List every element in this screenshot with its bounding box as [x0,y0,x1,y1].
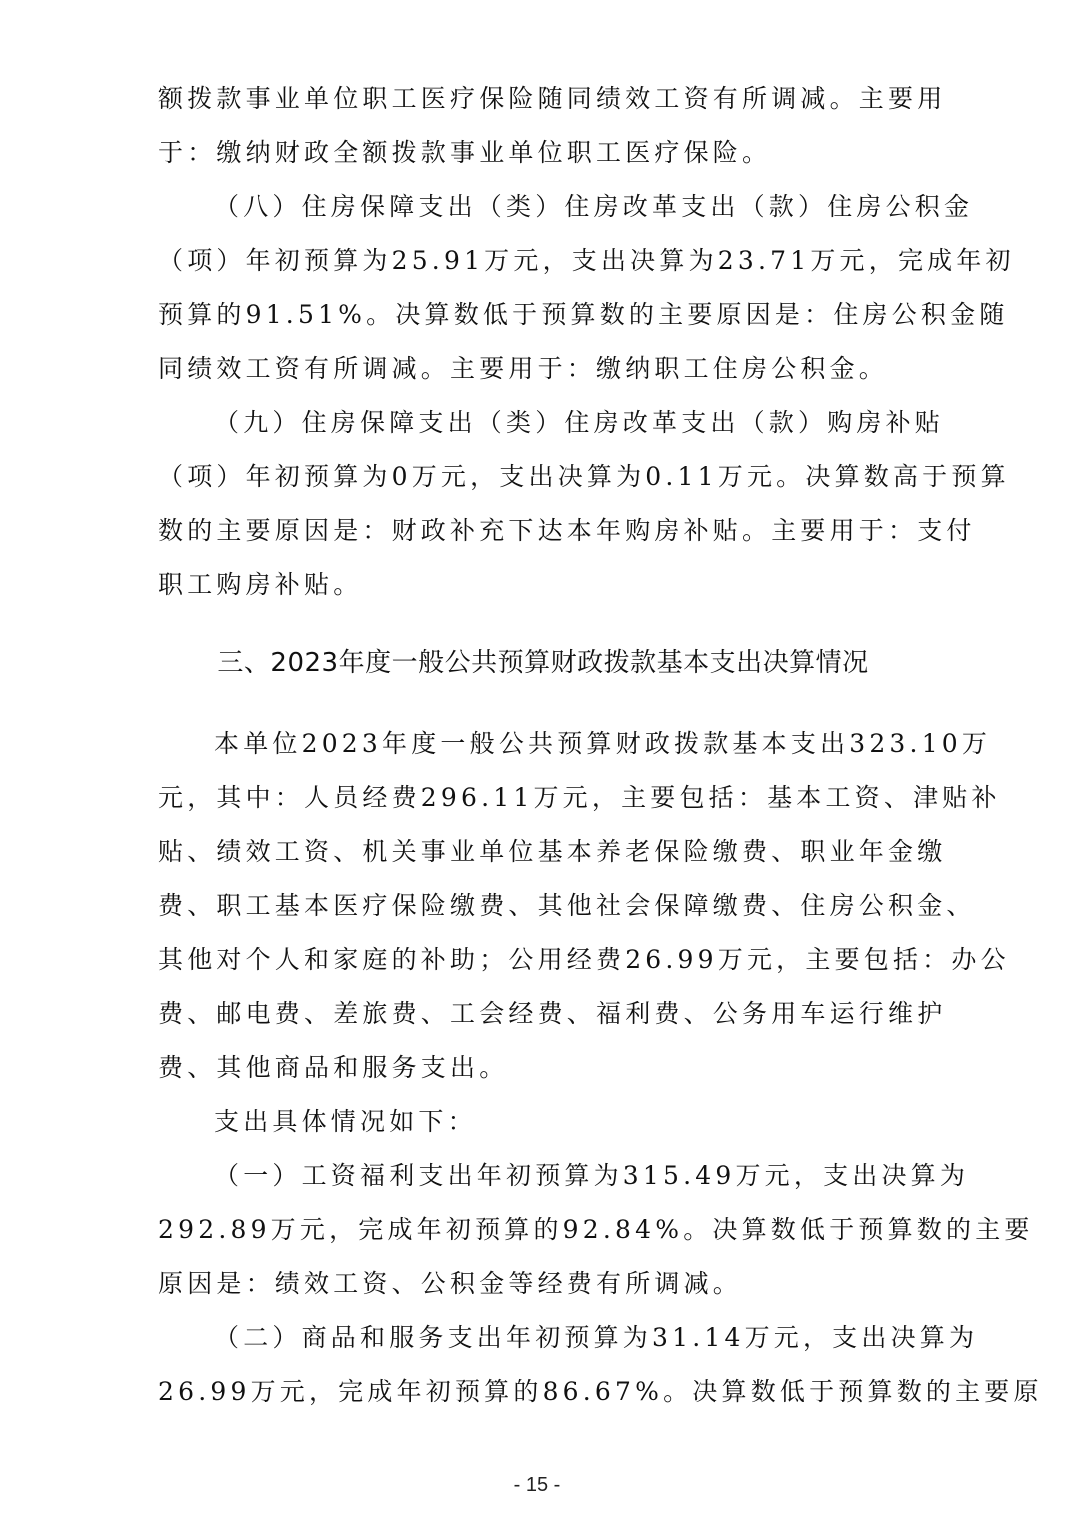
paragraph-line: 费、其他商品和服务支出。 [158,1053,509,1082]
paragraph-line: 本单位2023年度一般公共预算财政拨款基本支出323.10万 [214,729,992,758]
page-number: - 15 - [513,1474,561,1496]
paragraph-line: 原因是：绩效工资、公积金等经费有所调减。 [158,1269,743,1298]
paragraph-line: 费、邮电费、差旅费、工会经费、福利费、公务用车运行维护 [158,999,947,1028]
paragraph-line: （一）工资福利支出年初预算为315.49万元，支出决算为 [214,1161,970,1190]
paragraph-line: 费、职工基本医疗保险缴费、其他社会保障缴费、住房公积金、 [158,891,976,920]
paragraph-line: 26.99万元，完成年初预算的86.67%。决算数低于预算数的主要原 [158,1377,1043,1406]
paragraph-line: 职工购房补贴。 [158,570,363,599]
paragraph-line: 预算的91.51%。决算数低于预算数的主要原因是：住房公积金随 [158,300,1009,329]
paragraph-line: 其他对个人和家庭的补助；公用经费26.99万元，主要包括：办公 [158,945,1010,974]
lower-body-text [158,717,1043,1419]
paragraph-line: 元，其中：人员经费296.11万元，主要包括：基本工资、津贴补 [158,783,1001,812]
paragraph-line: （八）住房保障支出（类）住房改革支出（款）住房公积金 [214,192,974,221]
paragraph-line: 支出具体情况如下： [214,1107,477,1136]
upper-body-text [158,72,1015,612]
paragraph-line: 292.89万元，完成年初预算的92.84%。决算数低于预算数的主要 [158,1215,1034,1244]
paragraph-line: 于：缴纳财政全额拨款事业单位职工医疗保险。 [158,138,772,167]
paragraph-line: （项）年初预算为0万元，支出决算为0.11万元。决算数高于预算 [158,462,1010,491]
paragraph-line: 同绩效工资有所调减。主要用于：缴纳职工住房公积金。 [158,354,889,383]
paragraph-line: （九）住房保障支出（类）住房改革支出（款）购房补贴 [214,408,945,437]
section-heading: 三、2023年度一般公共预算财政拨款基本支出决算情况 [217,648,869,678]
paragraph-line: 数的主要原因是：财政补充下达本年购房补贴。主要用于：支付 [158,516,976,545]
paragraph-line: （二）商品和服务支出年初预算为31.14万元，支出决算为 [214,1323,979,1352]
paragraph-line: 额拨款事业单位职工医疗保险随同绩效工资有所调减。主要用 [158,84,947,113]
paragraph-line: 贴、绩效工资、机关事业单位基本养老保险缴费、职业年金缴 [158,837,947,866]
paragraph-line: （项）年初预算为25.91万元，支出决算为23.71万元，完成年初 [158,246,1015,275]
